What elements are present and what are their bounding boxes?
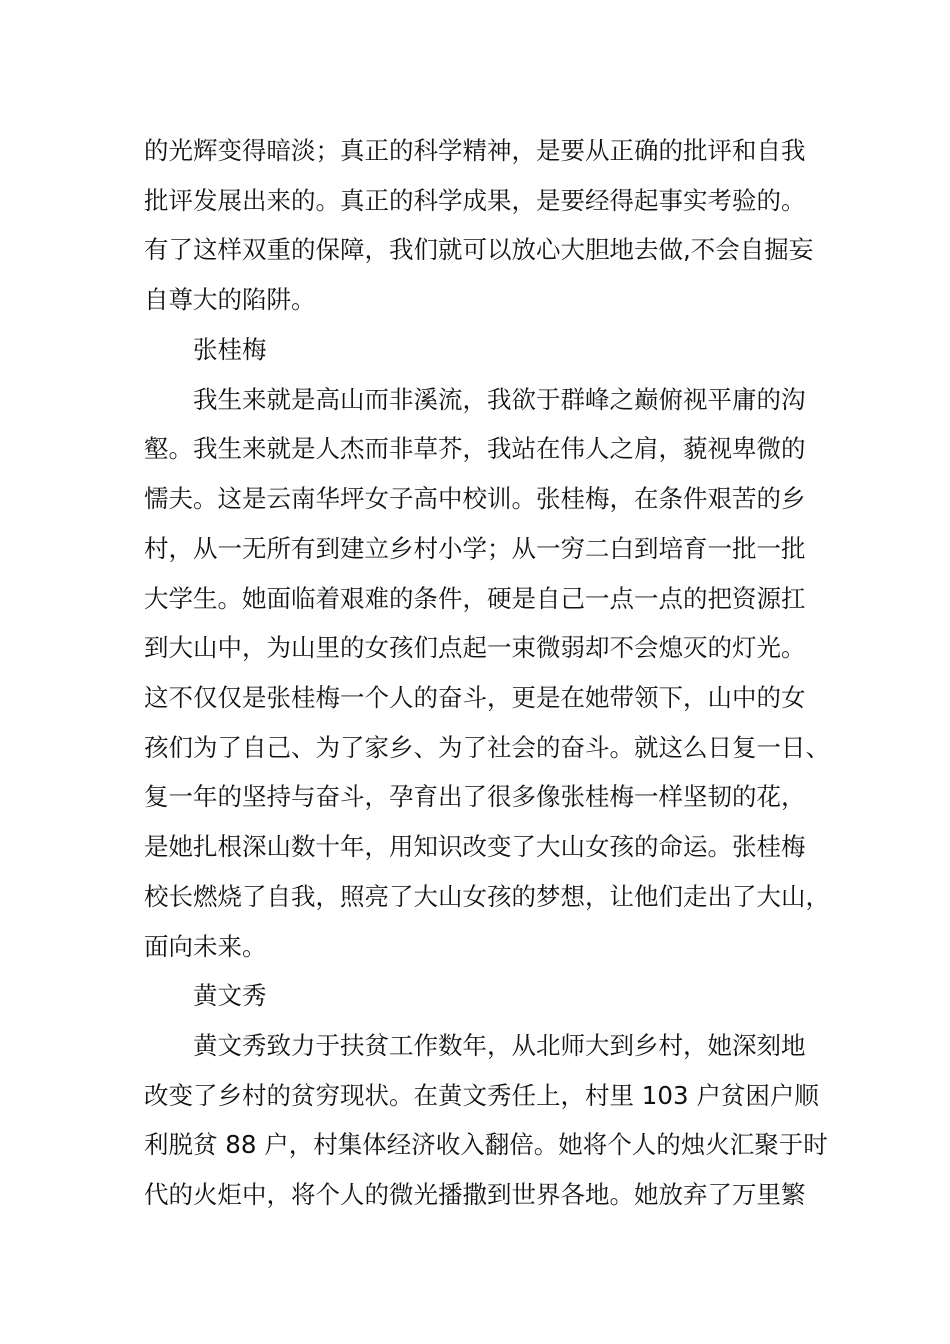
text-line: 懦夫。这是云南华坪女子高中校训。张桂梅，在条件艰苦的乡	[144, 484, 806, 513]
text-line: 到大山中，为山里的女孩们点起一束微弱却不会熄灭的灯光。	[144, 633, 806, 662]
text-line: 黄文秀致力于扶贫工作数年，从北师大到乡村，她深刻地	[193, 1031, 806, 1060]
text-line: 批评发展出来的。真正的科学成果，是要经得起事实考验的。	[144, 186, 806, 215]
text-line: 改变了乡村的贫穷现状。在黄文秀任上，村里 103 户贫困户顺	[144, 1081, 819, 1110]
section-heading: 黄文秀	[193, 981, 267, 1010]
text-line: 代的火炬中，将个人的微光播撒到世界各地。她放弃了万里繁	[144, 1180, 806, 1209]
text-line: 壑。我生来就是人杰而非草芥，我站在伟人之肩，藐视卑微的	[144, 434, 806, 463]
text-line: 利脱贫 88 户，村集体经济收入翻倍。她将个人的烛火汇聚于时	[144, 1130, 828, 1159]
text-line: 我生来就是高山而非溪流，我欲于群峰之巅俯视平庸的沟	[193, 385, 806, 414]
text-line: 校长燃烧了自我，照亮了大山女孩的梦想，让他们走出了大山，	[144, 882, 830, 911]
section-heading: 张桂梅	[193, 335, 267, 364]
text-line: 的光辉变得暗淡；真正的科学精神，是要从正确的批评和自我	[144, 136, 806, 165]
text-line: 这不仅仅是张桂梅一个人的奋斗，更是在她带领下，山中的女	[144, 683, 806, 712]
text-line: 自尊大的陷阱。	[144, 285, 316, 314]
text-line: 大学生。她面临着艰难的条件，硬是自己一点一点的把资源扛	[144, 584, 806, 613]
text-line: 是她扎根深山数十年，用知识改变了大山女孩的命运。张桂梅	[144, 832, 806, 861]
text-line: 面向未来。	[144, 932, 267, 961]
text-line: 有了这样双重的保障，我们就可以放心大胆地去做,不会自掘妄	[144, 235, 814, 264]
text-line: 孩们为了自己、为了家乡、为了社会的奋斗。就这么日复一日、	[144, 733, 830, 762]
text-line: 复一年的坚持与奋斗，孕育出了很多像张桂梅一样坚韧的花，	[144, 782, 806, 811]
text-line: 村，从一无所有到建立乡村小学；从一穷二白到培育一批一批	[144, 534, 806, 563]
